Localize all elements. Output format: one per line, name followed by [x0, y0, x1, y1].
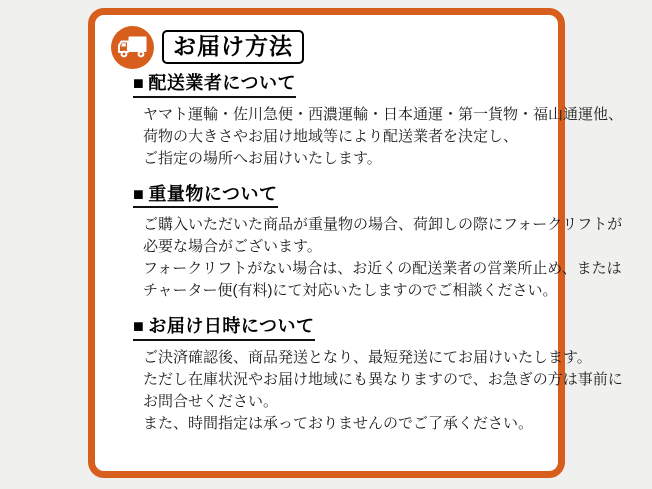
section-heading-label: 重量物について: [148, 183, 278, 204]
section-delivery-datetime-line: ご決済確認後、商品発送となり、最短発送にてお届けいたします。: [143, 349, 592, 367]
section-heading-label: 配送業者について: [148, 73, 297, 93]
section-heavy-items-line: ご購入いただいた商品が重量物の場合、荷卸しの際にフォークリフトが: [143, 216, 623, 234]
panel-title: お届け方法: [162, 30, 304, 64]
square-bullet-icon: ■: [133, 73, 145, 93]
section-delivery-datetime: [133, 302, 623, 435]
truck-icon: [111, 26, 154, 69]
section-delivery-datetime-line: お問合せください。: [143, 393, 279, 411]
section-carriers-line: ご指定の場所へお届けいたします。: [143, 149, 382, 167]
panel-body: [111, 69, 624, 435]
panel-header: [111, 25, 550, 69]
section-carriers: [133, 69, 624, 170]
section-delivery-datetime-line: また、時間指定は承っておりませんのでご了承ください。: [143, 415, 534, 433]
section-heavy-items-heading: [133, 184, 278, 209]
section-heavy-items-line: チャーター便(有料)にて対応いたしますのでご相談ください。: [143, 282, 558, 300]
section-carriers-heading: [133, 73, 296, 98]
section-heading-label: お届け日時について: [148, 316, 315, 337]
section-delivery-datetime-line: ただし在庫状況やお届け地域にも異なりますので、お急ぎの方は事前に: [143, 371, 623, 389]
delivery-info-panel: [88, 8, 624, 478]
section-heavy-items-line: 必要な場合がございます。: [143, 238, 322, 256]
section-delivery-datetime-heading: [133, 316, 315, 341]
square-bullet-icon: ■: [133, 316, 145, 337]
square-bullet-icon: ■: [133, 183, 145, 204]
section-carriers-line: ヤマト運輸・佐川急便・西濃運輸・日本通運・第一貨物・福山通運他、: [143, 105, 624, 123]
section-heavy-items: [133, 170, 623, 303]
section-heavy-items-line: フォークリフトがない場合は、お近くの配送業者の営業所止め、または: [143, 260, 622, 278]
section-carriers-line: 荷物の大きさやお届け地域等により配送業者を決定し、: [143, 127, 519, 145]
